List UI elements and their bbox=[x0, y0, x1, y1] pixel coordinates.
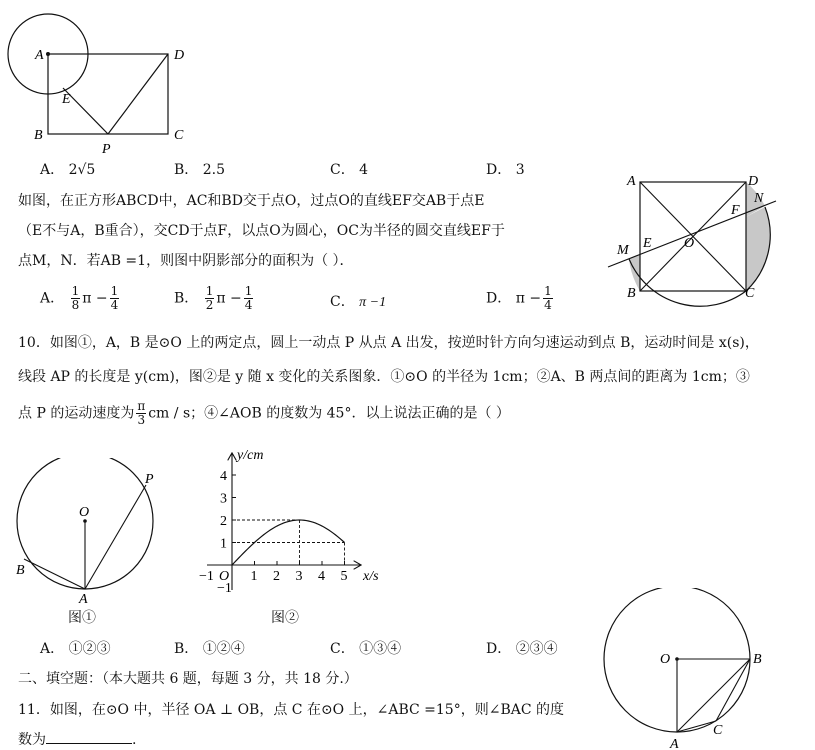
q8-segment-pd bbox=[108, 54, 168, 134]
q8-label-a: A bbox=[35, 48, 44, 63]
option-letter: B． bbox=[174, 641, 199, 657]
q11-figure bbox=[600, 588, 785, 750]
option-letter: D． bbox=[486, 641, 512, 657]
q8-option-c[interactable] bbox=[330, 161, 368, 179]
q11-label-c: C bbox=[713, 723, 723, 738]
q9-label-n: N bbox=[754, 191, 764, 206]
q9-line-3: 点M，N．若AB =1，则图中阴影部分的面积为（ ）． bbox=[18, 253, 354, 269]
q9-option-c[interactable] bbox=[330, 293, 386, 312]
option-letter: C． bbox=[330, 294, 355, 310]
option-mid: π − bbox=[216, 290, 242, 307]
option-value: π −1 bbox=[359, 295, 387, 310]
q10-fig2-caption: 图② bbox=[271, 610, 299, 626]
q9-line-1: 如图，在正方形ABCD中，AC和BD交于点O，过点O的直线EF交AB于点E bbox=[18, 193, 485, 209]
q9-label-c: C bbox=[745, 286, 755, 301]
option-value: ①③④ bbox=[359, 641, 402, 657]
q11-chord-bc bbox=[716, 659, 750, 721]
q8-figure bbox=[0, 0, 200, 160]
q10-label-b: B bbox=[16, 563, 25, 578]
q9-option-d[interactable] bbox=[486, 285, 555, 312]
q10-option-a[interactable] bbox=[40, 640, 111, 658]
q10-line-1: 10．如图①，A，B 是⊙O 上的两定点，圆上一动点 P 从点 A 出发，按逆时针方向匀速运动到点 B，运动时间是 x(s)， bbox=[18, 335, 759, 351]
q8-label-e: E bbox=[62, 92, 71, 107]
x-tick-label: 3 bbox=[295, 569, 303, 584]
q9-label-b: B bbox=[627, 286, 636, 301]
x-tick-label: 5 bbox=[340, 569, 348, 584]
answer-blank[interactable] bbox=[46, 731, 132, 744]
fraction: $\frac{\pi}{3}$ bbox=[137, 399, 146, 427]
q8-option-b[interactable] bbox=[174, 161, 225, 179]
x-tick-label: 4 bbox=[318, 569, 325, 584]
option-letter: D． bbox=[486, 162, 512, 178]
q10-option-c[interactable] bbox=[330, 640, 401, 658]
option-value: ②③④ bbox=[515, 641, 558, 657]
q8-label-d: D bbox=[174, 48, 185, 63]
q10-option-d[interactable] bbox=[486, 640, 558, 658]
graph-neg-y-tick: −1 bbox=[217, 581, 232, 596]
option-letter: A． bbox=[40, 162, 65, 178]
q9-shade-right-main bbox=[746, 207, 770, 291]
q8-label-c: C bbox=[174, 128, 184, 143]
q9-line-2: （E不与A，B重合），交CD于点F，以点O为圆心，OC为半径的圆交直线EF于 bbox=[18, 223, 505, 239]
q10-segment-ap bbox=[85, 485, 146, 589]
q11-label-o: O bbox=[660, 652, 671, 667]
graph-origin: O bbox=[219, 569, 230, 584]
option-mid: π − bbox=[82, 290, 108, 307]
q10-label-p: P bbox=[145, 472, 154, 487]
q8-option-a[interactable] bbox=[40, 161, 95, 179]
fraction: $\frac{1}{4}$ bbox=[110, 284, 119, 312]
q9-label-m: M bbox=[617, 243, 629, 258]
q11-line-2: 数为 . bbox=[18, 732, 137, 748]
q11-center-o bbox=[675, 657, 679, 661]
section-2-heading: 二、填空题：（本大题共 6 题，每题 3 分，共 18 分.） bbox=[18, 671, 358, 687]
q10-figure-1 bbox=[10, 458, 170, 608]
q9-label-d: D bbox=[748, 174, 759, 189]
fraction: $\frac{1}{4}$ bbox=[544, 284, 552, 312]
fraction: $\frac{1}{4}$ bbox=[244, 284, 253, 312]
q9-label-a: A bbox=[627, 174, 636, 189]
option-value: 4 bbox=[359, 162, 369, 178]
q9-label-f: F bbox=[731, 203, 740, 218]
option-pre: π − bbox=[515, 290, 542, 307]
y-tick-label: 4 bbox=[220, 469, 227, 484]
q10-label-o: O bbox=[79, 505, 90, 520]
q10-fig1-caption: 图① bbox=[68, 610, 96, 626]
option-letter: B． bbox=[174, 290, 199, 307]
q8-label-p: P bbox=[102, 142, 111, 157]
q9-option-b[interactable] bbox=[174, 285, 255, 312]
option-value: ①②③ bbox=[68, 641, 111, 657]
x-tick-label: 1 bbox=[250, 569, 258, 584]
q10-line-3: 点 P 的运动速度为 $\frac{\pi}{3}$ cm / s；④∠AOB 的度数为 45°．以上说法正确的是（ ） bbox=[18, 399, 510, 427]
y-tick-label: 1 bbox=[220, 536, 227, 552]
q11-line-1: 11．如图，在⊙O 中，半径 OA ⊥ OB，点 C 在⊙O 上，∠ABC =15°，则∠BAC 的度 bbox=[18, 702, 564, 718]
option-letter: A． bbox=[40, 641, 65, 657]
option-value: 2.5 bbox=[202, 162, 226, 178]
option-value: ①②④ bbox=[202, 641, 245, 657]
x-tick-label: 2 bbox=[273, 569, 280, 584]
graph-neg-x-tick: −1 bbox=[199, 569, 214, 584]
q8-label-b: B bbox=[34, 128, 43, 143]
q8-option-d[interactable] bbox=[486, 161, 525, 179]
q10-option-b[interactable] bbox=[174, 640, 245, 658]
graph-ylabel: y/cm bbox=[237, 448, 264, 463]
q10-label-a: A bbox=[79, 592, 88, 607]
q10-graph bbox=[195, 440, 400, 610]
q11-label-b: B bbox=[753, 652, 762, 667]
y-tick-label: 3 bbox=[220, 491, 227, 507]
q11-chord-ab bbox=[677, 659, 750, 732]
graph-xlabel: x/s bbox=[363, 569, 379, 584]
q11-label-a: A bbox=[670, 737, 679, 750]
option-letter: C． bbox=[330, 162, 355, 178]
q10-segment-ab bbox=[24, 559, 85, 589]
q9-option-a[interactable] bbox=[40, 285, 121, 312]
option-value: 3 bbox=[515, 162, 525, 178]
q9-label-o: O bbox=[684, 236, 695, 251]
option-letter: D． bbox=[486, 290, 512, 307]
option-letter: B． bbox=[174, 162, 199, 178]
y-tick-label: 2 bbox=[220, 514, 227, 529]
option-value: 2√5 bbox=[68, 162, 96, 178]
fraction: $\frac{1}{8}$ bbox=[71, 284, 80, 312]
q9-figure bbox=[600, 166, 815, 316]
q10-line-2: 线段 AP 的长度是 y(cm)，图②是 y 随 x 变化的关系图象．①⊙O 的半径为 1cm；②A、B 两点间的距离为 1cm；③ bbox=[18, 369, 750, 385]
q8-point-a bbox=[46, 52, 50, 56]
option-letter: A． bbox=[40, 290, 65, 307]
q9-label-e: E bbox=[643, 236, 652, 251]
fraction: $\frac{1}{2}$ bbox=[205, 284, 214, 312]
option-letter: C． bbox=[330, 641, 355, 657]
